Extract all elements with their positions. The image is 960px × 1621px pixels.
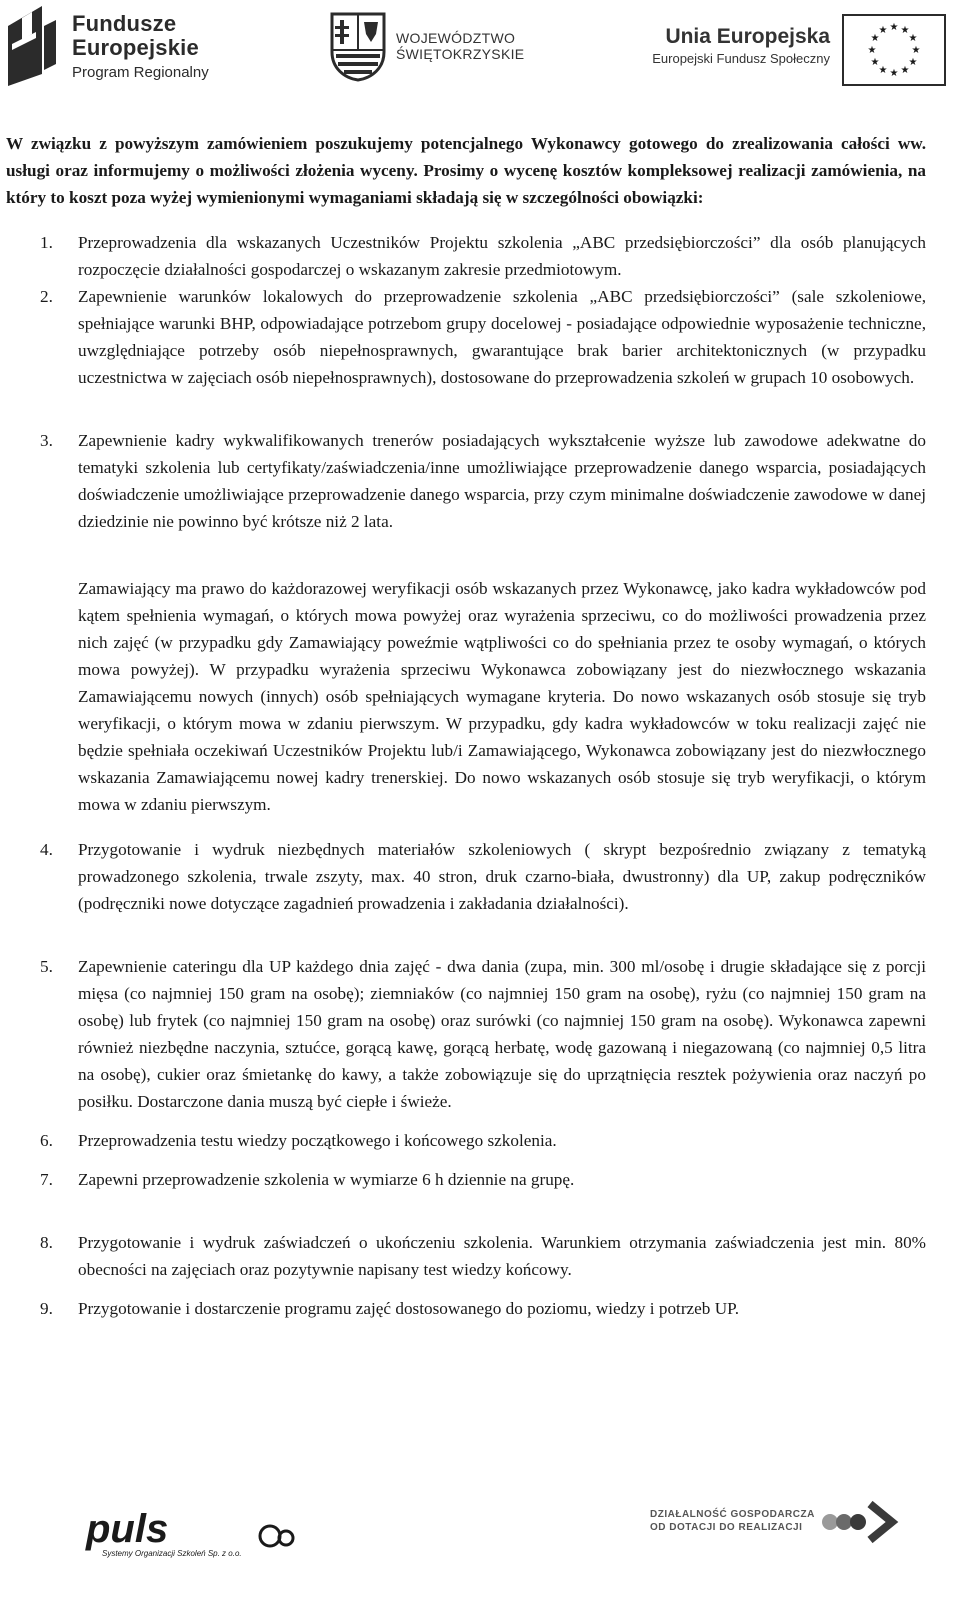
puls-logo-tagline: Systemy Organizacji Szkoleń Sp. z o.o. (102, 1549, 242, 1558)
list-item-number: 9. (40, 1299, 53, 1318)
eu-flag-icon (842, 14, 946, 86)
list-item-text: Zapewnienie cateringu dla UP każdego dnia zajęć - dwa dania (zupa, min. 300 ml/osobę i drugie składające się z porcji mięsa (co najmniej 150 gram na osobę); ziemniaków (co najmniej 150 gram na osobę), ryżu (co najmniej 150 gram na osobę) lub frytek (co najmniej 150 gram na osobę) oraz surówki (co najmniej 150 gram na osobę). Wykonawca zapewni również niezbędne naczynia, sztućce, gorącą kawę, gorącą herbatę, wodę gazowaną i niegazowaną (co najmniej 0,5 litra na osobę), cukier oraz śmietankę do kawy, a także zobowiązuje się do uprzątnięcia resztek pożywienia oraz naczyń po posiłku. Dostarczone dania muszą być ciepłe i świeże. (78, 957, 926, 1111)
svg-text:★: ★ (867, 45, 877, 56)
list-item (6, 1295, 926, 1322)
list-item-text: Zapewnienie kadry wykwalifikowanych trenerów posiadających wykształcenie wyższe lub zawodowe adekwatne do tematyki szkolenia lub certyfikaty/zaświadczenia/inne umożliwiające przeprowadzenie danego wsparcia, posiadających doświadczenie umożliwiające przeprowadzenie danego wsparcia, przy czym minimalne doświadczenie zawodowe w danej dziedzinie nie powinno być krótsze niż 2 lata. (78, 431, 926, 531)
list-item (6, 283, 926, 391)
header (0, 0, 960, 100)
svg-text:★: ★ (889, 68, 899, 79)
fundusze-europejskie-logo (6, 4, 236, 92)
wojewodztwo-line2: ŚWIĘTOKRZYSKIE (396, 46, 525, 62)
list-item-number: 5. (40, 957, 53, 976)
list-item (6, 1166, 926, 1193)
list-item-number: 1. (40, 233, 53, 252)
dg-logo-line1: DZIAŁALNOŚĆ GOSPODARCZA (650, 1509, 815, 1520)
list-item (6, 229, 926, 283)
ue-logo-line1: Unia Europejska (665, 25, 830, 48)
svg-text:★: ★ (878, 25, 888, 36)
list-item-text: Przygotowanie i dostarczenie programu zajęć dostosowanego do poziomu, wiedzy i potrzeb UP. (78, 1299, 740, 1318)
list-item (6, 427, 926, 535)
dg-logo-text (650, 1508, 815, 1534)
list-item-number: 2. (40, 287, 53, 306)
fe-logo-text (72, 12, 209, 84)
fe-logo-line2: Europejskie (72, 35, 199, 60)
note-paragraph: Zamawiający ma prawo do każdorazowej weryfikacji osób wskazanych przez Wykonawcę, jako kadra wykładowców pod kątem spełnienia wymagań, o których mowa powyżej oraz wyrażenia sprzeciwu, co do możliwości prowadzenia przez nich zajęć (w przypadku gdy Zamawiający poweźmie wątpliwości co do spełniania przez te osoby wymagań, o których mowa powyżej). W przypadku wyrażenia sprzeciwu Wykonawca zobowiązany jest do niezwłocznego wskazania Zamawiającemu nowych (innych) osób spełniających wymagane kryteria. Do nowo wskazanych osób stosuje się tryb weryfikacji, o którym mowa w zdaniu pierwszym. W przypadku, gdy kadra wykładowców w toku realizacji zajęć nie będzie spełniała oczekiwań Uczestników Projektu lub/i Zamawiającego, Wykonawca zobowiązany jest do niezwłocznego wskazania Zamawiającemu nowej kadry trenerskiej. Do nowo wskazanych osób stosuje się tryb weryfikacji, o którym mowa w zdaniu pierwszym. (78, 579, 926, 814)
wojewodztwo-logo (330, 12, 530, 82)
dg-logo-arrow-icon (818, 1500, 908, 1544)
puls-logo-graphic (82, 1502, 302, 1564)
puls-logo-name: puls (86, 1507, 169, 1551)
svg-text:★: ★ (900, 25, 910, 36)
list-item-number: 8. (40, 1233, 53, 1252)
dzialalnosc-gospodarcza-logo (650, 1500, 910, 1550)
list-item (6, 1229, 926, 1283)
svg-text:★: ★ (870, 33, 880, 44)
unia-europejska-logo (620, 14, 955, 94)
list-item (6, 953, 926, 1115)
fe-logo-line1: Fundusze (72, 11, 177, 36)
fe-emblem-icon (6, 4, 66, 88)
list-item-text: Przeprowadzenia dla wskazanych Uczestników Projektu szkolenia „ABC przedsiębiorczości” dla osób planujących rozpoczęcie działalności gospodarczej o wskazanym zakresie przedmiotowym. (78, 233, 926, 279)
svg-text:★: ★ (889, 22, 899, 33)
list-item-text: Zapewni przeprowadzenie szkolenia w wymiarze 6 h dziennie na grupę. (78, 1170, 575, 1189)
svg-text:★: ★ (900, 65, 910, 76)
list-item-text: Przygotowanie i wydruk niezbędnych materiałów szkoleniowych ( skrypt bezpośrednio związany z tematyką prowadzonego szkolenia, trwale zszyty, max. 40 stron, druk czarno-biała, dwustronny) dla UP, zakup podręczników (podręczniki nowe dotyczące zagadnień prowadzenia i zakładania działalności). (78, 840, 926, 913)
puls-logo (82, 1502, 302, 1564)
ue-logo-text (620, 24, 830, 68)
svg-text:★: ★ (908, 33, 918, 44)
coat-of-arms-icon (330, 12, 386, 82)
svg-text:★: ★ (870, 57, 880, 68)
list-item-number: 7. (40, 1170, 53, 1189)
list-item-text: Zapewnienie warunków lokalowych do przeprowadzenie szkolenia „ABC przedsiębiorczości” (sale szkoleniowe, spełniające warunki BHP, odpowiadające potrzebom grupy docelowej - posiadające odpowiednie wyposażenie techniczne, uwzględniające potrzeby osób niepełnosprawnych, gwarantujące brak barier architektonicznych (w przypadku uczestnictwa w zajęciach osób niepełnosprawnych), dostosowane do przeprowadzenia szkoleń w grupach 10 osobowych. (78, 287, 926, 387)
intro-paragraph: W związku z powyższym zamówieniem poszukujemy potencjalnego Wykonawcy gotowego do zrealizowania całości ww. usługi oraz informujemy o możliwości złożenia wyceny. Prosimy o wycenę kosztów kompleksowej realizacji zamówienia, na który to koszt poza wyżej wymienionymi wymaganiami składają się w szczególności obowiązki: (6, 134, 926, 207)
list-item-number: 6. (40, 1131, 53, 1150)
wojewodztwo-line1: WOJEWÓDZTWO (396, 30, 516, 46)
svg-text:★: ★ (878, 65, 888, 76)
list-item-number: 3. (40, 431, 53, 450)
ue-logo-line2: Europejski Fundusz Społeczny (652, 51, 830, 66)
list-item-text: Przeprowadzenia testu wiedzy początkowego i końcowego szkolenia. (78, 1131, 557, 1150)
list-item (6, 836, 926, 917)
fe-logo-line3: Program Regionalny (72, 64, 209, 81)
list-item-text: Przygotowanie i wydruk zaświadczeń o ukończeniu szkolenia. Warunkiem otrzymania zaświadczenia jest min. 80% obecności na zajęciach oraz pozytywnie napisany test wiedzy końcowy. (78, 1233, 926, 1279)
dg-logo-line2: OD DOTACJI DO REALIZACJI (650, 1522, 803, 1533)
document-body (6, 130, 926, 1322)
svg-text:★: ★ (908, 57, 918, 68)
list-item-number: 4. (40, 840, 53, 859)
list-item (6, 1127, 926, 1154)
wojewodztwo-logo-text (396, 30, 524, 62)
svg-text:★: ★ (911, 45, 921, 56)
